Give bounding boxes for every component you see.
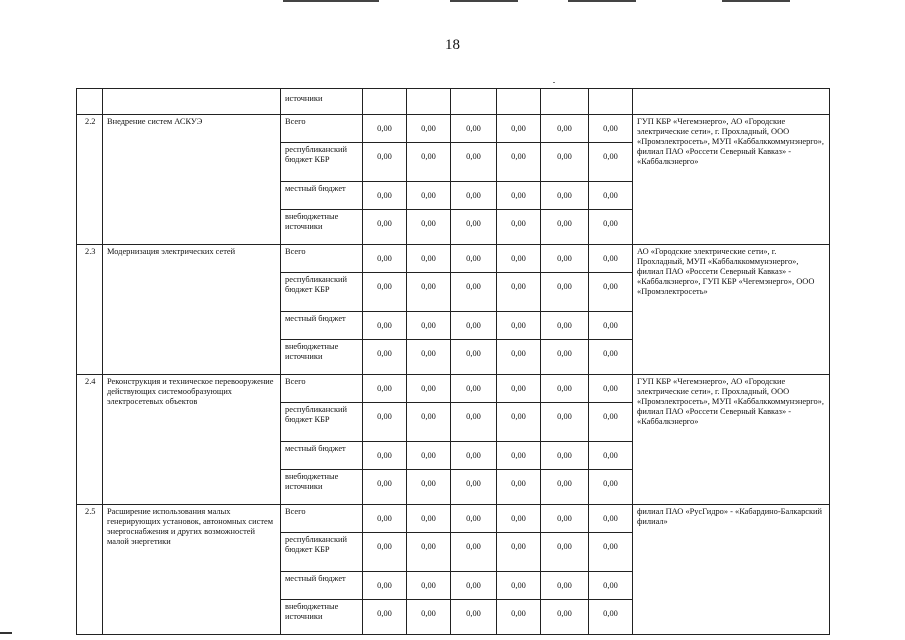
amount-cell: 0,00: [451, 245, 497, 273]
funding-source-label: местный бюджет: [281, 312, 363, 340]
funding-source-label: Всего: [281, 505, 363, 533]
top-rule-4: [722, 0, 790, 2]
amount-cell: 0,00: [589, 312, 633, 340]
page-number: 18: [445, 37, 460, 53]
amount-cell: 0,00: [497, 572, 541, 600]
amount-cell: 0,00: [589, 505, 633, 533]
funding-source-label: республиканский бюджет КБР: [281, 143, 363, 182]
amount-cell: 0,00: [407, 470, 451, 505]
cell-empty: [497, 89, 541, 115]
amount-cell: 0,00: [497, 505, 541, 533]
amount-cell: 0,00: [497, 273, 541, 312]
section-index: 2.4: [77, 375, 103, 505]
amount-cell: 0,00: [541, 182, 589, 210]
table-row: [77, 115, 830, 143]
amount-cell: 0,00: [451, 143, 497, 182]
amount-cell: 0,00: [451, 273, 497, 312]
funding-source-label: внебюджетные источники: [281, 470, 363, 505]
amount-cell: 0,00: [407, 403, 451, 442]
funding-source-label: внебюджетные источники: [281, 600, 363, 635]
cell-empty: [589, 89, 633, 115]
amount-cell: 0,00: [589, 340, 633, 375]
amount-cell: 0,00: [451, 470, 497, 505]
amount-cell: 0,00: [497, 115, 541, 143]
funding-source-label: Всего: [281, 375, 363, 403]
amount-cell: 0,00: [541, 210, 589, 245]
amount-cell: 0,00: [541, 273, 589, 312]
amount-cell: 0,00: [451, 572, 497, 600]
funding-source-label: местный бюджет: [281, 182, 363, 210]
section-index: 2.5: [77, 505, 103, 635]
amount-cell: 0,00: [589, 572, 633, 600]
section-index: 2.2: [77, 115, 103, 245]
amount-cell: 0,00: [589, 600, 633, 635]
amount-cell: 0,00: [363, 340, 407, 375]
top-rule-1: [283, 0, 379, 2]
amount-cell: 0,00: [497, 182, 541, 210]
amount-cell: 0,00: [451, 505, 497, 533]
amount-cell: 0,00: [497, 340, 541, 375]
amount-cell: 0,00: [541, 340, 589, 375]
amount-cell: 0,00: [451, 442, 497, 470]
top-rule-3: [568, 0, 636, 2]
amount-cell: 0,00: [589, 273, 633, 312]
amount-cell: 0,00: [407, 273, 451, 312]
amount-cell: 0,00: [451, 533, 497, 572]
amount-cell: 0,00: [497, 210, 541, 245]
amount-cell: 0,00: [541, 245, 589, 273]
amount-cell: 0,00: [497, 312, 541, 340]
funding-source-label: местный бюджет: [281, 442, 363, 470]
amount-cell: 0,00: [407, 533, 451, 572]
funding-source-label: Всего: [281, 115, 363, 143]
amount-cell: 0,00: [407, 442, 451, 470]
section-title: Реконструкция и техническое перевооружение действующих системообразующих электросетевых объектов: [103, 375, 281, 505]
amount-cell: 0,00: [589, 143, 633, 182]
funding-table: [76, 88, 830, 635]
amount-cell: 0,00: [589, 245, 633, 273]
amount-cell: 0,00: [407, 505, 451, 533]
amount-cell: 0,00: [363, 600, 407, 635]
amount-cell: 0,00: [363, 210, 407, 245]
amount-cell: 0,00: [541, 143, 589, 182]
amount-cell: 0,00: [363, 182, 407, 210]
amount-cell: 0,00: [363, 572, 407, 600]
amount-cell: 0,00: [363, 442, 407, 470]
amount-cell: 0,00: [363, 505, 407, 533]
section-title: Расширение использования малых генерирующих установок, автономных систем энергоснабжения и других возможностей малой энергетики: [103, 505, 281, 635]
amount-cell: 0,00: [541, 470, 589, 505]
table-row: [77, 375, 830, 403]
funding-source-label: республиканский бюджет КБР: [281, 403, 363, 442]
amount-cell: 0,00: [451, 312, 497, 340]
executors-cell: ГУП КБР «Чегемэнерго», АО «Городские электрические сети», г. Прохладный, ООО «Промэлектросеть», МУП «Каббалккоммунэнерго», филиал ПАО «Россети Северный Кавказ» - «Каббалкэнерго»: [633, 375, 830, 505]
amount-cell: 0,00: [589, 533, 633, 572]
amount-cell: 0,00: [497, 600, 541, 635]
cell-empty: [77, 89, 103, 115]
executors-cell: ГУП КБР «Чегемэнерго», АО «Городские электрические сети», г. Прохладный, ООО «Промэлектросеть», МУП «Каббалккоммунэнерго», филиал ПАО «Россети Северный Кавказ» - «Каббалкэнерго»: [633, 115, 830, 245]
amount-cell: 0,00: [497, 533, 541, 572]
amount-cell: 0,00: [407, 340, 451, 375]
amount-cell: 0,00: [541, 600, 589, 635]
amount-cell: 0,00: [451, 340, 497, 375]
amount-cell: 0,00: [541, 442, 589, 470]
executors-cell: АО «Городские электрические сети», г. Прохладный, МУП «Каббалккоммунэнерго», филиал ПАО «Россети Северный Кавказ» - «Каббалкэнерго», ГУП КБР «Чегемэнерго», ООО «Промэлектросеть»: [633, 245, 830, 375]
amount-cell: 0,00: [363, 533, 407, 572]
amount-cell: 0,00: [451, 115, 497, 143]
amount-cell: 0,00: [451, 375, 497, 403]
amount-cell: 0,00: [589, 403, 633, 442]
funding-source-label: Всего: [281, 245, 363, 273]
amount-cell: 0,00: [407, 115, 451, 143]
cell-empty: [103, 89, 281, 115]
amount-cell: 0,00: [363, 312, 407, 340]
amount-cell: 0,00: [451, 210, 497, 245]
amount-cell: 0,00: [541, 375, 589, 403]
amount-cell: 0,00: [451, 600, 497, 635]
amount-cell: 0,00: [407, 312, 451, 340]
funding-source-label: местный бюджет: [281, 572, 363, 600]
amount-cell: 0,00: [407, 600, 451, 635]
amount-cell: 0,00: [407, 245, 451, 273]
table-row: [77, 245, 830, 273]
amount-cell: 0,00: [363, 403, 407, 442]
amount-cell: 0,00: [541, 403, 589, 442]
cell-empty: [451, 89, 497, 115]
amount-cell: 0,00: [497, 470, 541, 505]
table-row-top: [77, 89, 830, 115]
amount-cell: 0,00: [363, 245, 407, 273]
amount-cell: 0,00: [407, 143, 451, 182]
section-index: 2.3: [77, 245, 103, 375]
amount-cell: 0,00: [589, 210, 633, 245]
amount-cell: 0,00: [497, 442, 541, 470]
amount-cell: 0,00: [541, 572, 589, 600]
funding-source-label: внебюджетные источники: [281, 210, 363, 245]
funding-source-label: республиканский бюджет КБР: [281, 273, 363, 312]
cell-empty: [363, 89, 407, 115]
table-row: [77, 505, 830, 533]
amount-cell: 0,00: [407, 210, 451, 245]
amount-cell: 0,00: [451, 182, 497, 210]
section-title: Внедрение систем АСКУЭ: [103, 115, 281, 245]
amount-cell: 0,00: [497, 403, 541, 442]
amount-cell: 0,00: [363, 143, 407, 182]
scan-mark: [0, 632, 12, 634]
amount-cell: 0,00: [497, 143, 541, 182]
amount-cell: 0,00: [541, 533, 589, 572]
amount-cell: 0,00: [589, 182, 633, 210]
amount-cell: 0,00: [407, 572, 451, 600]
amount-cell: 0,00: [363, 115, 407, 143]
executors-cell: филиал ПАО «РусГидро» - «Кабардино-Балкарский филиал»: [633, 505, 830, 635]
amount-cell: 0,00: [541, 505, 589, 533]
cell-empty: [407, 89, 451, 115]
amount-cell: 0,00: [363, 273, 407, 312]
top-rule-2: [450, 0, 518, 2]
amount-cell: 0,00: [407, 182, 451, 210]
amount-cell: 0,00: [497, 245, 541, 273]
amount-cell: 0,00: [541, 312, 589, 340]
amount-cell: 0,00: [589, 375, 633, 403]
amount-cell: 0,00: [497, 375, 541, 403]
funding-source-label: республиканский бюджет КБР: [281, 533, 363, 572]
amount-cell: 0,00: [589, 115, 633, 143]
amount-cell: 0,00: [589, 470, 633, 505]
amount-cell: 0,00: [451, 403, 497, 442]
amount-cell: 0,00: [407, 375, 451, 403]
source-cell: источники: [281, 89, 363, 115]
funding-source-label: внебюджетные источники: [281, 340, 363, 375]
amount-cell: 0,00: [363, 375, 407, 403]
section-title: Модернизация электрических сетей: [103, 245, 281, 375]
amount-cell: 0,00: [589, 442, 633, 470]
amount-cell: 0,00: [363, 470, 407, 505]
scan-dot: [553, 82, 555, 83]
cell-empty: [541, 89, 589, 115]
cell-empty: [633, 89, 830, 115]
amount-cell: 0,00: [541, 115, 589, 143]
